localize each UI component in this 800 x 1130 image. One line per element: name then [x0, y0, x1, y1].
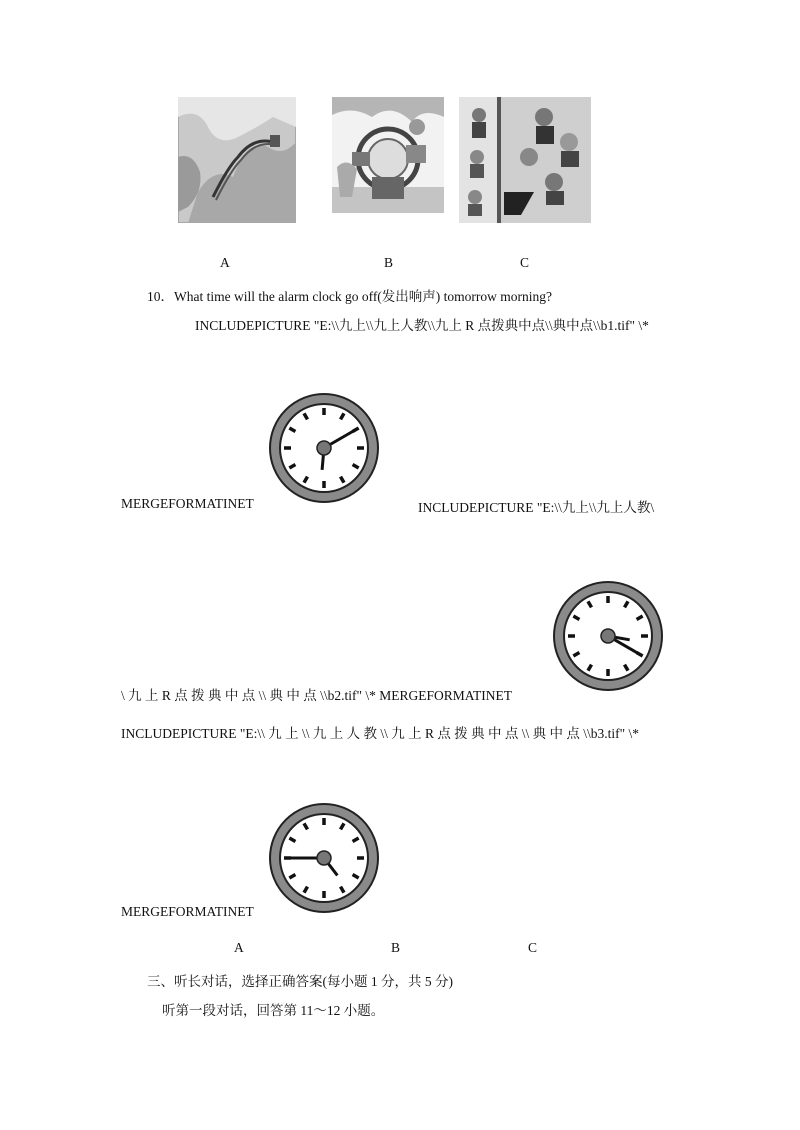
field-code-merge-1: MERGEFORMATINET	[121, 496, 254, 511]
clock-b1-icon	[268, 392, 380, 504]
clock-option-c: C	[528, 940, 538, 955]
question-10	[147, 285, 552, 305]
clock-b2-icon	[552, 580, 664, 692]
amusement-park-picture-icon	[332, 97, 444, 213]
field-code-line-3: INCLUDEPICTURE "E:\\ 九 上 \\ 九 上 人 教 \\ 九 上 R 点 拨 典 中 点 \\ 典 中 点 \\b3.tif" \*	[121, 726, 640, 741]
picture-option-c: C	[520, 255, 530, 270]
clock-option-a: A	[234, 940, 244, 955]
section-3-instruction: 听第一段对话，回答第 11～12 小题。	[162, 1003, 385, 1018]
picture-option-b: B	[384, 255, 394, 270]
section-3-heading: 三、听长对话，选择正确答案(每小题 1 分，共 5 分)	[147, 974, 453, 989]
field-code-line-2-end: \ 九 上 R 点 拨 典 中 点 \\ 典 中 点 \\b2.tif" \* MERGEFORMATINET	[121, 688, 513, 703]
field-code-line-2-start: INCLUDEPICTURE "E:\\九上\\九上人教\	[418, 500, 655, 515]
picture-option-a: A	[220, 255, 230, 270]
field-code-merge-3: MERGEFORMATINET	[121, 904, 254, 919]
clock-b3-icon	[268, 802, 380, 914]
question-number: 10．	[147, 289, 174, 304]
people-waiting-picture-icon	[459, 97, 591, 223]
great-wall-picture-icon	[178, 97, 296, 223]
question-text: What time will the alarm clock go off(发出响声) tomorrow morning?	[174, 289, 553, 304]
clock-option-b: B	[391, 940, 401, 955]
field-code-line-1: INCLUDEPICTURE "E:\\九上\\九上人教\\九上 R 点拨典中点\\典中点\\b1.tif" \*	[195, 318, 649, 333]
